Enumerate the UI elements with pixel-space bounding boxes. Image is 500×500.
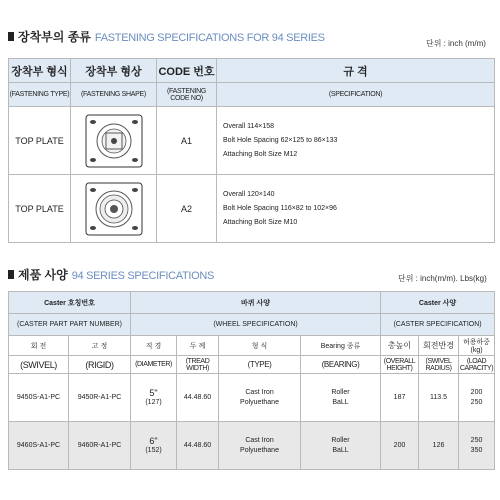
top-plate-a1-icon [84,113,144,169]
header-fastening-type-en: (FASTENING TYPE) [9,83,71,107]
col-bearing-ko: Bearing 종류 [301,336,381,356]
series-spec-table [8,291,495,470]
load-capacity-1: 250 [470,436,483,444]
spec-bolt-hole-spacing: Bolt Hole Spacing 116×82 to 102×96 [223,204,337,212]
specification-cell [217,107,495,175]
spec-bolt-hole-spacing: Bolt Hole Spacing 62×125 to 86×133 [223,136,338,144]
table-row [9,175,495,243]
overall-height: 200 [381,422,419,470]
group-caster-part-ko: Caster 호칭번호 [9,292,131,314]
col-tread-width-en: (TREAD WIDTH) [177,356,219,374]
fastening-code: A1 [157,107,217,175]
top-plate-a2-icon [84,181,144,237]
wheel-type-1: Cast Iron [245,436,274,444]
section2-title-en: 94 SERIES SPECIFICATIONS [71,270,215,282]
col-diameter-ko: 직 경 [131,336,177,356]
col-swivel-radius-ko: 회전반경 [419,336,459,356]
rigid-part-number: 9450R-A1-PC [69,374,131,422]
swivel-part-number: 9460S-A1-PC [9,422,69,470]
col-overall-height-en: (OVERALL HEIGHT) [381,356,419,374]
col-rigid-en: (RIGID) [69,356,131,374]
diameter-inch: 5" [149,387,158,398]
section1-title [8,28,325,45]
section2-title [8,266,214,283]
spec-overall: Overall 114×158 [223,122,275,130]
spec-overall: Overall 120×140 [223,190,275,198]
col-load-capacity-ko: 허용하중(kg) [459,336,495,356]
swivel-radius: 113.5 [419,374,459,422]
diameter-cell [131,374,177,422]
col-diameter-en: (DIAMETER) [131,356,177,374]
fastening-type: TOP PLATE [9,175,71,243]
header-specification-en: (SPECIFICATION) [217,83,495,107]
diameter-cell [131,422,177,470]
col-tread-width-ko: 두 께 [177,336,219,356]
col-overall-height-ko: 총높이 [381,336,419,356]
col-load-capacity-en: (LOAD CAPACITY) [459,357,494,372]
section2-title-ko: 제품 사양 [18,268,68,282]
overall-height: 187 [381,374,419,422]
spec-bolt-size: Attaching Bolt Size M12 [223,150,298,158]
diameter-mm: (152) [145,446,162,454]
fastening-code: A2 [157,175,217,243]
bullet-square-icon [8,32,14,41]
load-capacity-1: 200 [470,388,483,396]
col-type-ko: 형 식 [219,336,301,356]
table-row [9,374,495,422]
header-code-no-ko: CODE 번호 [157,59,217,83]
header-code-no-en: (FASTENING CODE NO) [157,83,217,107]
header-fastening-shape-ko: 장착부 형상 [71,59,157,83]
spec-bolt-size: Attaching Bolt Size M10 [223,218,298,226]
diameter-inch: 6" [149,435,158,446]
fastening-spec-table [8,58,495,243]
col-swivel-ko: 회 전 [9,336,69,356]
wheel-type-2: Polyuethane [240,446,279,454]
wheel-type-cell [219,374,301,422]
diameter-mm: (127) [145,398,162,406]
bearing-2: BaLL [332,446,349,454]
wheel-type-2: Polyuethane [240,398,279,406]
col-rigid-ko: 고 정 [69,336,131,356]
header-specification-ko: 규 격 [217,59,495,83]
col-type-en: (TYPE) [219,356,301,374]
bullet-square-icon [8,270,14,279]
section1-unit: 단위 : inch (m/m) [426,39,486,48]
swivel-part-number: 9450S-A1-PC [9,374,69,422]
bearing-2: BaLL [332,398,349,406]
table-row [9,422,495,470]
tread-width: 44.48.60 [177,422,219,470]
table-row [9,107,495,175]
col-bearing-en: (BEARING) [301,356,381,374]
fastening-type: TOP PLATE [9,107,71,175]
fastening-shape-a2 [71,175,157,243]
header-fastening-shape-en: (FASTENING SHAPE) [71,83,157,107]
col-swivel-en: (SWIVEL) [9,356,69,374]
fastening-shape-a1 [71,107,157,175]
load-capacity-cell [459,422,495,470]
group-caster-spec-ko: Caster 사양 [381,292,495,314]
load-capacity-2: 250 [470,398,483,406]
bearing-cell [301,422,381,470]
bearing-cell [301,374,381,422]
group-wheel-spec-ko: 바퀴 사양 [131,292,381,314]
group-caster-part-en: (CASTER PART PART NUMBER) [9,314,131,336]
wheel-type-cell [219,422,301,470]
bearing-1: Roller [331,388,350,396]
tread-width: 44.48.60 [177,374,219,422]
wheel-type-1: Cast Iron [245,388,274,396]
load-capacity-cell [459,374,495,422]
section1-title-en: FASTENING SPECIFICATIONS FOR 94 SERIES [94,32,325,44]
specification-cell [217,175,495,243]
section1-title-ko: 장착부의 종류 [18,30,91,44]
group-wheel-spec-en: (WHEEL SPECIFICATION) [131,314,381,336]
rigid-part-number: 9460R-A1-PC [69,422,131,470]
col-swivel-radius-en: (SWIVEL RADIUS) [419,356,459,374]
header-fastening-type-ko: 장착부 형식 [9,59,71,83]
swivel-radius: 126 [419,422,459,470]
section2-unit: 단위 : inch(m/m). Lbs(kg) [398,274,487,283]
load-capacity-2: 350 [470,446,483,454]
group-caster-spec-en: (CASTER SPECIFICATION) [381,314,495,336]
bearing-1: Roller [331,436,350,444]
